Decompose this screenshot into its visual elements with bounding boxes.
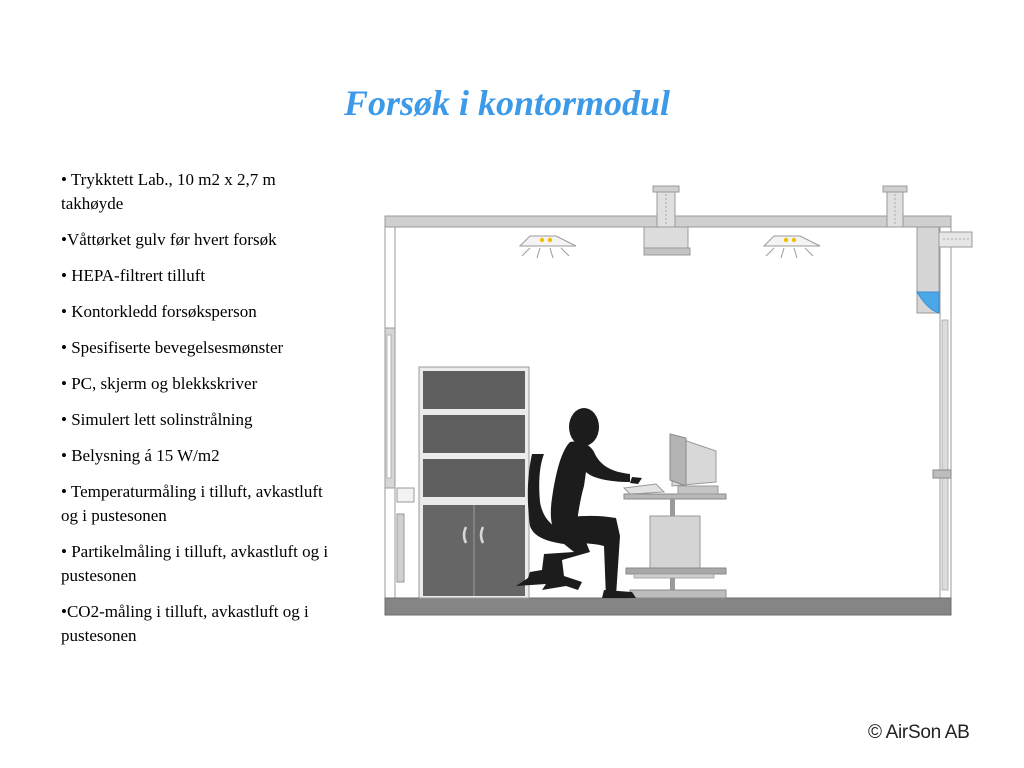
ceiling-lamp-left: [520, 236, 576, 258]
bullet-item: • PC, skjerm og blekkskriver: [61, 374, 258, 393]
seated-person-silhouette: [516, 408, 642, 598]
bullet-item: •CO2-måling i tilluft, avkastluft og i pustesonen: [61, 602, 309, 645]
cabinet: [419, 367, 529, 598]
slide-title: Forsøk i kontormodul: [343, 83, 671, 123]
ceiling-lamp-right: [764, 236, 820, 258]
bullet-item: •Våttørket gulv før hvert forsøk: [61, 230, 277, 249]
bullet-item: • Trykktett Lab., 10 m2 x 2,7 m takhøyde: [61, 170, 276, 213]
copyright-notice: © AirSon AB: [868, 722, 970, 743]
bullet-item: • Simulert lett solinstrålning: [61, 410, 253, 429]
floor: [385, 598, 951, 615]
room-diagram: [380, 180, 980, 620]
bullet-item: • Temperaturmåling i tilluft, avkastluft og i pustesonen: [61, 482, 323, 525]
bullet-item: • Kontorkledd forsøksperson: [61, 302, 257, 321]
left-wall: [385, 227, 414, 598]
bullet-item: • Belysning á 15 W/m2: [61, 446, 220, 465]
ceiling-duct-right: [883, 186, 907, 227]
bullet-item: • Partikelmåling i tilluft, avkastluft og i pustesonen: [61, 542, 329, 585]
bullet-list: [61, 168, 336, 660]
computer-desk: [624, 434, 726, 598]
bullet-item: • Spesifiserte bevegelsesmønster: [61, 338, 284, 357]
bullet-item: • HEPA-filtrert tilluft: [61, 266, 206, 285]
